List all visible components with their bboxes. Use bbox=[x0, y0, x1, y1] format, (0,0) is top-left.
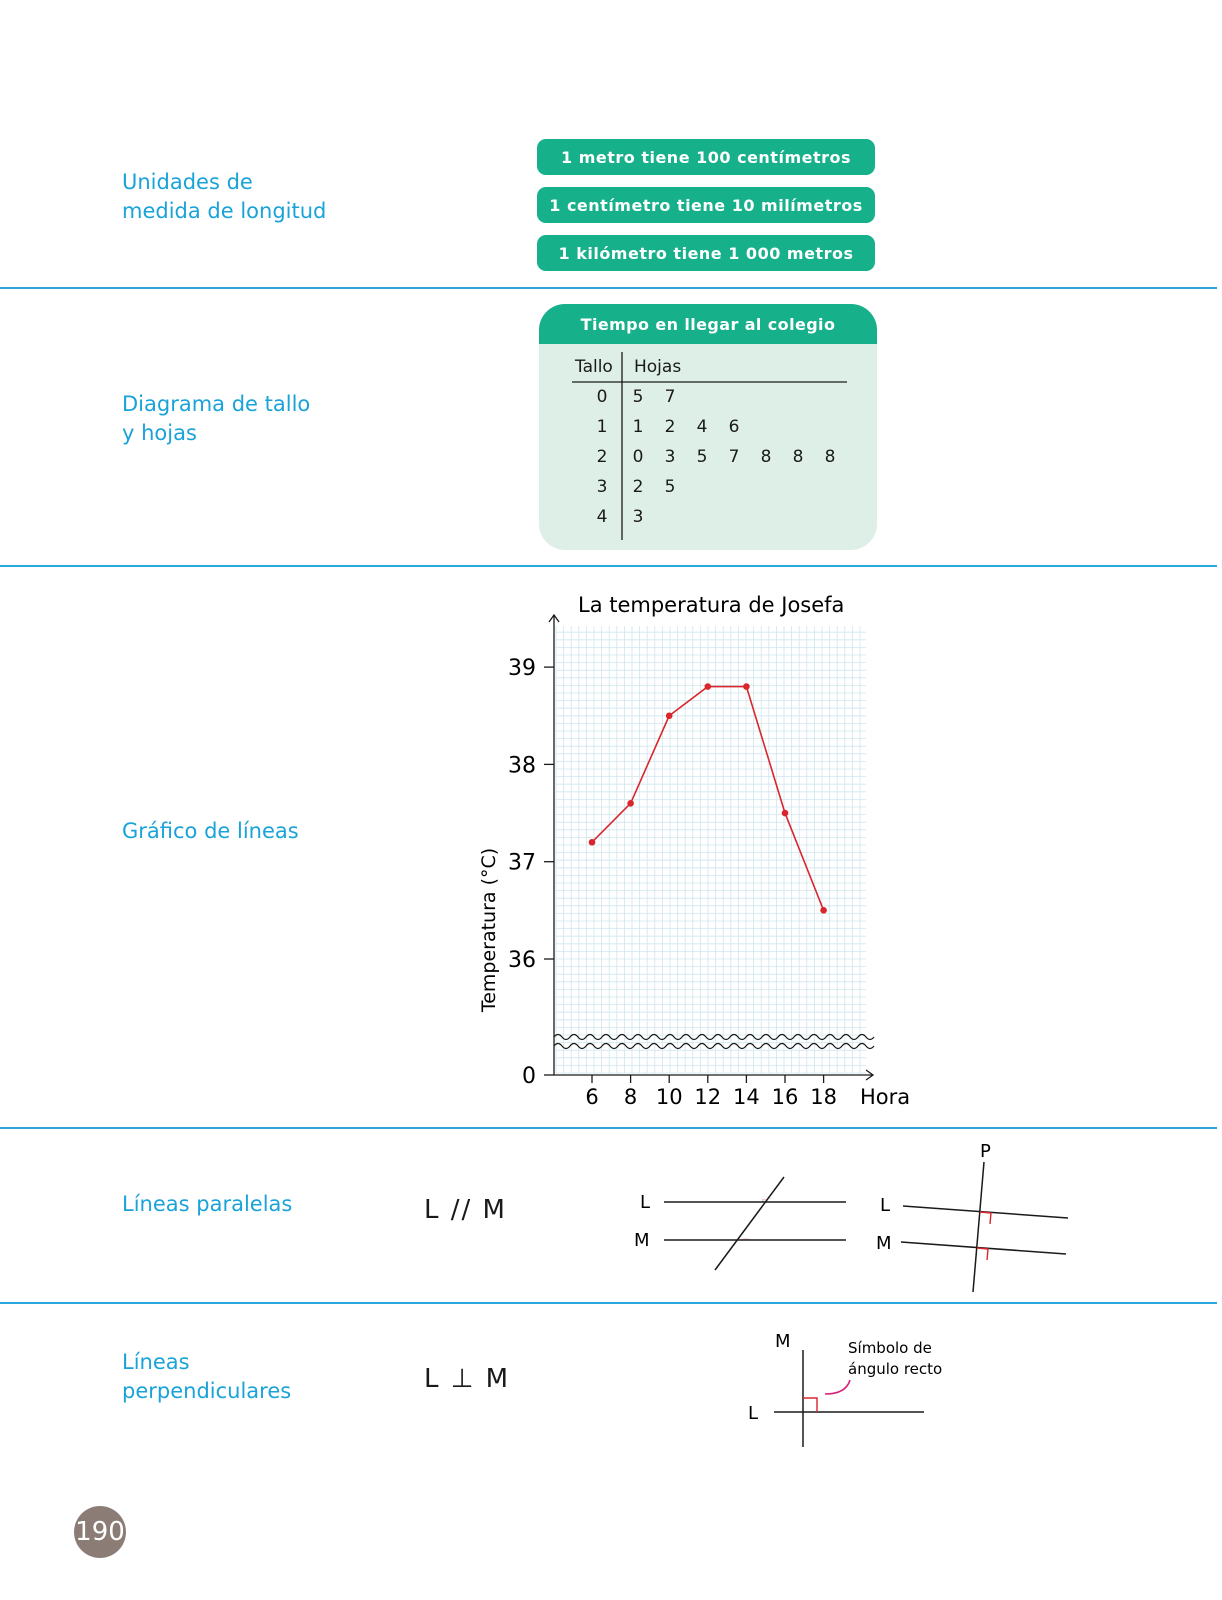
y-tick-label: 39 bbox=[508, 656, 536, 682]
x-tick-label: 12 bbox=[694, 1085, 722, 1109]
stem-value: 3 bbox=[596, 477, 608, 497]
leaf-value: 4 bbox=[696, 417, 708, 437]
y-tick-label: 37 bbox=[508, 850, 536, 876]
topic-tallo-line-2: y hojas bbox=[122, 421, 197, 445]
y-tick-label: 36 bbox=[508, 948, 536, 973]
leaf-value: 5 bbox=[664, 477, 676, 497]
transversal-line bbox=[715, 1177, 784, 1270]
topic-tallo-line-1: Diagrama de tallo bbox=[122, 392, 311, 416]
leaf-value: 5 bbox=[696, 447, 708, 467]
topic-perp-line-2: perpendiculares bbox=[122, 1379, 292, 1403]
pill-metro: 1 metro tiene 100 centímetros bbox=[537, 139, 875, 175]
leaf-value: 3 bbox=[664, 447, 676, 467]
label-m-1: M bbox=[634, 1230, 650, 1251]
leaf-value: 8 bbox=[760, 447, 772, 467]
x-tick-label: 8 bbox=[623, 1085, 638, 1109]
data-point bbox=[743, 683, 750, 690]
leaves-header: Hojas bbox=[634, 357, 682, 377]
leaf-value: 7 bbox=[728, 447, 740, 467]
data-point bbox=[666, 712, 673, 719]
perpendicular-notation: L ⊥ M bbox=[424, 1364, 511, 1394]
topic-grafico-line-1: Gráfico de líneas bbox=[122, 819, 299, 843]
leaf-value: 5 bbox=[632, 387, 644, 407]
data-point bbox=[705, 683, 712, 690]
leaf-value: 8 bbox=[792, 447, 804, 467]
stem-leaf-plot bbox=[539, 344, 877, 550]
data-point bbox=[589, 839, 596, 846]
y-axis-label: Temperatura (°C) bbox=[478, 847, 500, 1013]
stem-value: 4 bbox=[596, 507, 608, 527]
line-chart bbox=[0, 565, 1222, 1125]
x-axis-label: Hora bbox=[860, 1085, 911, 1109]
line-p bbox=[973, 1162, 984, 1292]
topic-longitud-line-1: Unidades de bbox=[122, 170, 253, 194]
data-point bbox=[627, 800, 634, 807]
x-tick-label: 18 bbox=[810, 1085, 837, 1109]
data-point bbox=[782, 810, 789, 817]
axis-break-wave bbox=[554, 1044, 874, 1049]
parallel-notation: L // M bbox=[424, 1195, 507, 1225]
axis-break-marks bbox=[554, 1035, 874, 1049]
stem-value: 2 bbox=[596, 447, 608, 467]
pill-centimetro: 1 centímetro tiene 10 milímetros bbox=[537, 187, 875, 223]
perpendicular-lines-figure bbox=[0, 1302, 1222, 1462]
chart-title: La temperatura de Josefa bbox=[578, 593, 845, 617]
stem-leaf-title: Tiempo en llegar al colegio bbox=[539, 304, 877, 344]
topic-longitud-line-2: medida de longitud bbox=[122, 199, 327, 223]
data-point bbox=[820, 907, 827, 914]
x-tick-label: 16 bbox=[771, 1085, 799, 1109]
stem-value: 0 bbox=[596, 387, 608, 407]
callout-line-2: ángulo recto bbox=[848, 1360, 943, 1378]
topic-tallo-hojas bbox=[122, 390, 310, 448]
y-tick-label: 38 bbox=[508, 753, 536, 779]
label-m-2: M bbox=[876, 1233, 892, 1254]
parallel-lines-figure bbox=[0, 1127, 1222, 1297]
stem-leaf-rows bbox=[597, 387, 836, 527]
stem-header: Tallo bbox=[575, 357, 613, 377]
x-tick-label: 10 bbox=[655, 1085, 683, 1109]
topic-paralelas-line-1: Líneas paralelas bbox=[122, 1192, 293, 1216]
leaf-value: 1 bbox=[632, 417, 644, 437]
stem-leaf-card bbox=[539, 304, 877, 550]
leaf-value: 7 bbox=[664, 387, 676, 407]
leaf-value: 3 bbox=[632, 507, 644, 527]
label-l-perp: L bbox=[748, 1403, 759, 1424]
topic-perp-line-1: Líneas bbox=[122, 1350, 190, 1374]
leaf-value: 2 bbox=[632, 477, 644, 497]
y-tick-label: 0 bbox=[522, 1064, 536, 1089]
chart-grid bbox=[556, 626, 866, 1073]
label-p: P bbox=[980, 1141, 991, 1162]
section-divider-1 bbox=[0, 287, 1217, 289]
leaf-value: 8 bbox=[824, 447, 836, 467]
x-tick-label: 6 bbox=[585, 1085, 599, 1109]
label-m-perp: M bbox=[775, 1331, 791, 1352]
label-l-2: L bbox=[880, 1195, 891, 1216]
callout-pointer bbox=[825, 1380, 850, 1394]
leaf-value: 2 bbox=[664, 417, 676, 437]
x-tick-label: 14 bbox=[733, 1085, 760, 1109]
leaf-value: 0 bbox=[632, 447, 644, 467]
page-number-badge: 190 bbox=[74, 1506, 126, 1558]
pill-kilometro: 1 kilómetro tiene 1 000 metros bbox=[537, 235, 875, 271]
topic-longitud bbox=[122, 168, 326, 226]
leaf-value: 6 bbox=[728, 417, 740, 437]
callout-line-1: Símbolo de bbox=[848, 1339, 932, 1357]
axis-ticks bbox=[508, 656, 837, 1109]
stem-value: 1 bbox=[596, 417, 608, 437]
right-angle-symbol bbox=[803, 1398, 817, 1412]
label-l-1: L bbox=[640, 1192, 651, 1213]
